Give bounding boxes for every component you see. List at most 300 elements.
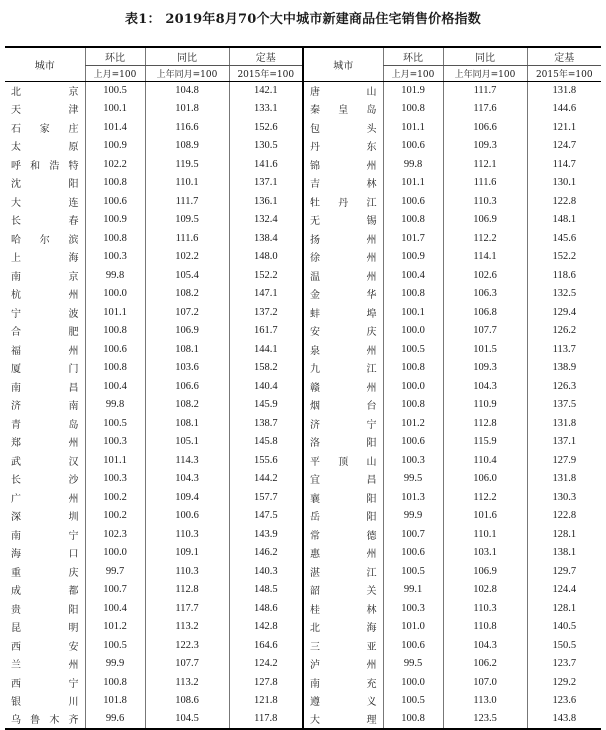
table-row <box>5 322 601 341</box>
city-name-left: 昆明 <box>11 623 79 635</box>
yoy-value-right: 110.8 <box>443 618 527 637</box>
city-name-left: 武汉 <box>11 456 79 468</box>
yoy-value-left: 110.3 <box>145 562 229 581</box>
mom-value-right: 99.1 <box>383 581 443 600</box>
mom-value-right: 99.5 <box>383 470 443 489</box>
yoy-value-right: 109.3 <box>443 137 527 156</box>
mom-value-left: 99.9 <box>85 655 145 674</box>
yoy-value-right: 107.0 <box>443 673 527 692</box>
fixed-value-right: 127.9 <box>527 451 601 470</box>
city-name-left: 成都 <box>11 586 79 598</box>
fixed-value-right: 124.7 <box>527 137 601 156</box>
yoy-base-right: 上年同月=100 <box>443 65 527 81</box>
table-row <box>5 488 601 507</box>
fixed-value-left: 117.8 <box>229 710 303 729</box>
table-row <box>5 581 601 600</box>
table-row <box>5 377 601 396</box>
yoy-value-left: 111.6 <box>145 229 229 248</box>
fixed-value-right: 128.1 <box>527 525 601 544</box>
mom-value-left: 100.6 <box>85 340 145 359</box>
yoy-value-left: 104.5 <box>145 710 229 729</box>
mom-value-right: 99.8 <box>383 155 443 174</box>
mom-value-left: 100.2 <box>85 507 145 526</box>
mom-value-left: 99.8 <box>85 266 145 285</box>
table-title: 表1： 2019年8月70个大中城市新建商品住宅销售价格指数 <box>125 12 481 27</box>
table-row <box>5 562 601 581</box>
fixed-value-right: 126.3 <box>527 377 601 396</box>
city-name-left: 西安 <box>11 641 79 653</box>
table-row <box>5 710 601 729</box>
city-name-right: 南充 <box>303 673 383 692</box>
city-name-left: 重庆 <box>11 567 79 579</box>
city-name-right: 平顶山 <box>303 451 383 470</box>
city-name-left: 哈尔滨 <box>11 234 79 246</box>
fixed-value-right: 138.9 <box>527 359 601 378</box>
city-name-left: 广州 <box>11 493 79 505</box>
mom-value-right: 101.7 <box>383 229 443 248</box>
yoy-value-right: 106.3 <box>443 285 527 304</box>
yoy-value-left: 112.8 <box>145 581 229 600</box>
yoy-value-left: 107.2 <box>145 303 229 322</box>
table-row <box>5 303 601 322</box>
yoy-value-left: 110.3 <box>145 525 229 544</box>
table-row <box>5 100 601 119</box>
mom-value-left: 100.5 <box>85 81 145 100</box>
city-name-right: 蚌埠 <box>303 303 383 322</box>
fixed-value-right: 129.7 <box>527 562 601 581</box>
city-name-left: 宁波 <box>11 308 79 320</box>
city-name-left: 北京 <box>11 87 79 98</box>
city-name-right: 九江 <box>303 359 383 378</box>
city-name-right: 吉林 <box>303 174 383 193</box>
price-index-table <box>5 46 601 730</box>
city-name-right: 惠州 <box>303 544 383 563</box>
fixed-value-right: 132.5 <box>527 285 601 304</box>
city-name-right: 三亚 <box>303 636 383 655</box>
yoy-value-left: 116.6 <box>145 118 229 137</box>
fixed-value-left: 141.6 <box>229 155 303 174</box>
yoy-value-right: 110.1 <box>443 525 527 544</box>
mom-value-right: 100.8 <box>383 100 443 119</box>
table-row <box>5 525 601 544</box>
mom-value-left: 102.2 <box>85 155 145 174</box>
yoy-value-right: 106.2 <box>443 655 527 674</box>
fixed-value-right: 114.7 <box>527 155 601 174</box>
yoy-value-left: 122.3 <box>145 636 229 655</box>
mom-value-left: 100.6 <box>85 192 145 211</box>
mom-value-right: 100.6 <box>383 192 443 211</box>
yoy-value-left: 106.6 <box>145 377 229 396</box>
mom-value-left: 99.7 <box>85 562 145 581</box>
fixed-base-left: 2015年=100 <box>229 65 303 81</box>
city-name-right: 丹东 <box>303 137 383 156</box>
city-name-right: 金华 <box>303 285 383 304</box>
city-name-right: 宜昌 <box>303 470 383 489</box>
mom-value-right: 100.6 <box>383 544 443 563</box>
city-name-right: 无锡 <box>303 211 383 230</box>
city-name-right: 北海 <box>303 618 383 637</box>
yoy-value-left: 111.7 <box>145 192 229 211</box>
yoy-value-right: 106.8 <box>443 303 527 322</box>
mom-value-right: 100.8 <box>383 710 443 729</box>
table-row <box>5 192 601 211</box>
mom-value-right: 101.1 <box>383 174 443 193</box>
fixed-value-right: 144.6 <box>527 100 601 119</box>
city-name-right: 韶关 <box>303 581 383 600</box>
yoy-value-right: 107.7 <box>443 322 527 341</box>
fixed-value-left: 144.2 <box>229 470 303 489</box>
fixed-value-left: 143.9 <box>229 525 303 544</box>
mom-value-right: 100.4 <box>383 266 443 285</box>
fixed-value-left: 138.4 <box>229 229 303 248</box>
fixed-value-right: 122.8 <box>527 507 601 526</box>
city-name-right: 秦皇岛 <box>303 100 383 119</box>
yoy-value-right: 117.6 <box>443 100 527 119</box>
city-name-left: 天津 <box>11 105 79 117</box>
table-row <box>5 673 601 692</box>
yoy-value-right: 110.4 <box>443 451 527 470</box>
mom-value-left: 100.4 <box>85 377 145 396</box>
city-name-left: 南宁 <box>11 530 79 542</box>
city-header-left: 城市 <box>5 47 85 81</box>
fixed-value-left: 146.2 <box>229 544 303 563</box>
table-row <box>5 211 601 230</box>
table-row <box>5 229 601 248</box>
yoy-value-left: 114.3 <box>145 451 229 470</box>
city-name-left: 兰州 <box>11 660 79 672</box>
yoy-value-left: 108.6 <box>145 692 229 711</box>
table-row <box>5 359 601 378</box>
fixed-value-left: 148.6 <box>229 599 303 618</box>
table-row <box>5 655 601 674</box>
table-row <box>5 507 601 526</box>
city-name-left: 大连 <box>11 197 79 209</box>
city-name-left: 银川 <box>11 697 79 709</box>
table-row <box>5 118 601 137</box>
table-row <box>5 618 601 637</box>
fixed-value-right: 128.1 <box>527 599 601 618</box>
mom-value-left: 100.7 <box>85 581 145 600</box>
fixed-value-right: 130.3 <box>527 488 601 507</box>
mom-value-right: 100.6 <box>383 433 443 452</box>
table-row <box>5 692 601 711</box>
mom-value-left: 101.2 <box>85 618 145 637</box>
mom-value-left: 100.3 <box>85 470 145 489</box>
mom-value-left: 100.9 <box>85 137 145 156</box>
fixed-value-right: 126.2 <box>527 322 601 341</box>
city-name-left: 济南 <box>11 401 79 413</box>
city-name-right: 常德 <box>303 525 383 544</box>
fixed-value-right: 131.8 <box>527 470 601 489</box>
city-name-right: 泉州 <box>303 340 383 359</box>
fixed-value-right: 152.2 <box>527 248 601 267</box>
city-name-right: 遵义 <box>303 692 383 711</box>
fixed-value-right: 143.8 <box>527 710 601 729</box>
mom-value-right: 101.0 <box>383 618 443 637</box>
mom-value-left: 100.0 <box>85 544 145 563</box>
fixed-value-left: 152.2 <box>229 266 303 285</box>
yoy-value-right: 123.5 <box>443 710 527 729</box>
mom-value-left: 100.0 <box>85 285 145 304</box>
yoy-value-right: 103.1 <box>443 544 527 563</box>
mom-value-right: 100.5 <box>383 692 443 711</box>
fixed-value-right: 129.4 <box>527 303 601 322</box>
fixed-value-left: 136.1 <box>229 192 303 211</box>
yoy-value-right: 104.3 <box>443 636 527 655</box>
fixed-value-left: 145.8 <box>229 433 303 452</box>
yoy-value-right: 106.9 <box>443 211 527 230</box>
city-header-right: 城市 <box>303 47 383 81</box>
city-name-right: 温州 <box>303 266 383 285</box>
city-name-left: 青岛 <box>11 419 79 431</box>
city-name-right: 襄阳 <box>303 488 383 507</box>
yoy-value-left: 101.8 <box>145 100 229 119</box>
mom-value-right: 100.7 <box>383 525 443 544</box>
yoy-value-left: 109.4 <box>145 488 229 507</box>
mom-value-right: 101.9 <box>383 81 443 100</box>
city-name-left: 长春 <box>11 216 79 228</box>
yoy-value-left: 102.2 <box>145 248 229 267</box>
fixed-value-right: 123.6 <box>527 692 601 711</box>
fixed-value-left: 142.8 <box>229 618 303 637</box>
city-name-left: 合肥 <box>11 327 79 339</box>
yoy-value-left: 108.2 <box>145 285 229 304</box>
yoy-value-right: 106.9 <box>443 562 527 581</box>
fixed-value-left: 140.4 <box>229 377 303 396</box>
city-name-right: 泸州 <box>303 655 383 674</box>
city-name-left: 福州 <box>11 345 79 357</box>
table-row <box>5 470 601 489</box>
mom-value-left: 100.5 <box>85 636 145 655</box>
fixed-value-left: 130.5 <box>229 137 303 156</box>
city-name-left: 西宁 <box>11 678 79 690</box>
mom-value-right: 100.0 <box>383 377 443 396</box>
city-name-left: 太原 <box>11 142 79 154</box>
fixed-value-left: 161.7 <box>229 322 303 341</box>
table-row <box>5 414 601 433</box>
mom-value-right: 101.2 <box>383 414 443 433</box>
yoy-value-right: 112.2 <box>443 488 527 507</box>
mom-value-right: 100.8 <box>383 396 443 415</box>
yoy-base-left: 上年同月=100 <box>145 65 229 81</box>
fixed-value-right: 113.7 <box>527 340 601 359</box>
yoy-value-right: 110.9 <box>443 396 527 415</box>
city-name-left: 乌鲁木齐 <box>5 710 85 729</box>
fixed-value-left: 133.1 <box>229 100 303 119</box>
fixed-value-right: 137.1 <box>527 433 601 452</box>
fixed-value-right: 148.1 <box>527 211 601 230</box>
yoy-value-right: 113.0 <box>443 692 527 711</box>
yoy-value-left: 108.1 <box>145 414 229 433</box>
fixed-value-right: 137.5 <box>527 396 601 415</box>
fixed-value-left: 148.0 <box>229 248 303 267</box>
mom-base-right: 上月=100 <box>383 65 443 81</box>
mom-value-right: 100.6 <box>383 137 443 156</box>
city-name-right: 桂林 <box>303 599 383 618</box>
mom-value-left: 100.8 <box>85 322 145 341</box>
mom-value-left: 101.1 <box>85 303 145 322</box>
mom-value-left: 101.4 <box>85 118 145 137</box>
fixed-value-right: 123.7 <box>527 655 601 674</box>
yoy-value-right: 101.6 <box>443 507 527 526</box>
mom-value-right: 100.5 <box>383 562 443 581</box>
mom-header-left: 环比 <box>85 47 145 65</box>
yoy-value-left: 104.8 <box>145 81 229 100</box>
yoy-value-left: 119.5 <box>145 155 229 174</box>
fixed-value-left: 158.2 <box>229 359 303 378</box>
city-name-left: 南昌 <box>11 382 79 394</box>
fixed-value-right: 140.5 <box>527 618 601 637</box>
city-name-right: 扬州 <box>303 229 383 248</box>
city-name-right: 唐山 <box>303 81 383 100</box>
city-name-right: 烟台 <box>303 396 383 415</box>
city-name-right: 牡丹江 <box>303 192 383 211</box>
yoy-value-right: 115.9 <box>443 433 527 452</box>
table-row <box>5 544 601 563</box>
yoy-value-right: 106.6 <box>443 118 527 137</box>
city-name-right: 洛阳 <box>303 433 383 452</box>
mom-value-left: 100.3 <box>85 248 145 267</box>
city-name-right: 包头 <box>303 118 383 137</box>
city-name-right: 安庆 <box>303 322 383 341</box>
fixed-value-left: 140.3 <box>229 562 303 581</box>
table-row <box>5 636 601 655</box>
city-name-left: 石家庄 <box>11 123 79 135</box>
table-row <box>5 266 601 285</box>
mom-value-left: 100.8 <box>85 174 145 193</box>
mom-value-right: 100.1 <box>383 303 443 322</box>
fixed-value-right: 122.8 <box>527 192 601 211</box>
yoy-value-left: 105.4 <box>145 266 229 285</box>
fixed-value-right: 138.1 <box>527 544 601 563</box>
fixed-value-right: 118.6 <box>527 266 601 285</box>
mom-value-left: 100.2 <box>85 488 145 507</box>
fixed-value-left: 148.5 <box>229 581 303 600</box>
city-name-left: 长沙 <box>11 475 79 487</box>
city-name-left: 南京 <box>11 271 79 283</box>
fixed-value-right: 131.8 <box>527 81 601 100</box>
fixed-value-left: 155.6 <box>229 451 303 470</box>
mom-value-left: 100.4 <box>85 599 145 618</box>
yoy-value-left: 108.1 <box>145 340 229 359</box>
mom-value-right: 101.1 <box>383 118 443 137</box>
yoy-value-left: 113.2 <box>145 673 229 692</box>
yoy-value-right: 101.5 <box>443 340 527 359</box>
fixed-value-right: 124.4 <box>527 581 601 600</box>
yoy-value-right: 111.7 <box>443 81 527 100</box>
fixed-value-right: 131.8 <box>527 414 601 433</box>
mom-value-right: 100.0 <box>383 322 443 341</box>
yoy-value-left: 117.7 <box>145 599 229 618</box>
fixed-base-right: 2015年=100 <box>527 65 601 81</box>
mom-value-right: 100.9 <box>383 248 443 267</box>
fixed-value-right: 130.1 <box>527 174 601 193</box>
fixed-value-left: 142.1 <box>229 81 303 100</box>
fixed-value-left: 164.6 <box>229 636 303 655</box>
yoy-value-left: 108.2 <box>145 396 229 415</box>
mom-value-left: 101.1 <box>85 451 145 470</box>
mom-value-left: 99.6 <box>85 710 145 729</box>
yoy-value-right: 112.8 <box>443 414 527 433</box>
mom-value-right: 100.8 <box>383 211 443 230</box>
city-name-left: 海口 <box>11 549 79 561</box>
fixed-value-left: 137.1 <box>229 174 303 193</box>
city-name-left: 沈阳 <box>11 179 79 191</box>
table-body <box>5 81 601 729</box>
fixed-value-left: 121.8 <box>229 692 303 711</box>
mom-value-left: 100.1 <box>85 100 145 119</box>
fixed-value-left: 138.7 <box>229 414 303 433</box>
yoy-value-right: 110.3 <box>443 192 527 211</box>
mom-value-right: 99.9 <box>383 507 443 526</box>
mom-value-left: 101.8 <box>85 692 145 711</box>
mom-value-right: 100.6 <box>383 636 443 655</box>
yoy-value-left: 108.9 <box>145 137 229 156</box>
fixed-value-left: 137.2 <box>229 303 303 322</box>
yoy-header-left: 同比 <box>145 47 229 65</box>
fixed-value-right: 145.6 <box>527 229 601 248</box>
city-name-left: 上海 <box>11 253 79 265</box>
city-name-right: 徐州 <box>303 248 383 267</box>
yoy-value-right: 102.8 <box>443 581 527 600</box>
table-row <box>5 137 601 156</box>
mom-value-right: 99.5 <box>383 655 443 674</box>
yoy-value-right: 111.6 <box>443 174 527 193</box>
yoy-value-left: 105.1 <box>145 433 229 452</box>
city-name-right: 锦州 <box>303 155 383 174</box>
table-row <box>5 599 601 618</box>
table-row <box>5 174 601 193</box>
fixed-value-right: 150.5 <box>527 636 601 655</box>
city-name-left: 呼和浩特 <box>11 160 79 172</box>
yoy-value-left: 109.1 <box>145 544 229 563</box>
mom-value-left: 99.8 <box>85 396 145 415</box>
yoy-value-left: 104.3 <box>145 470 229 489</box>
fixed-header-right: 定基 <box>527 47 601 65</box>
fixed-value-left: 147.5 <box>229 507 303 526</box>
yoy-value-right: 102.6 <box>443 266 527 285</box>
fixed-value-right: 121.1 <box>527 118 601 137</box>
fixed-value-left: 132.4 <box>229 211 303 230</box>
city-name-right: 济宁 <box>303 414 383 433</box>
city-name-left: 杭州 <box>11 290 79 302</box>
city-name-left: 深圳 <box>11 512 79 524</box>
table-row <box>5 248 601 267</box>
table-row <box>5 81 601 100</box>
yoy-value-right: 109.3 <box>443 359 527 378</box>
city-name-right: 大理 <box>303 710 383 729</box>
mom-value-left: 100.8 <box>85 359 145 378</box>
mom-header-right: 环比 <box>383 47 443 65</box>
table-row <box>5 285 601 304</box>
fixed-value-right: 129.2 <box>527 673 601 692</box>
city-name-left: 郑州 <box>11 438 79 450</box>
yoy-value-left: 113.2 <box>145 618 229 637</box>
yoy-value-left: 109.5 <box>145 211 229 230</box>
fixed-value-left: 147.1 <box>229 285 303 304</box>
fixed-header-left: 定基 <box>229 47 303 65</box>
yoy-value-left: 100.6 <box>145 507 229 526</box>
city-name-left: 贵阳 <box>11 604 79 616</box>
fixed-value-left: 145.9 <box>229 396 303 415</box>
mom-value-left: 100.3 <box>85 433 145 452</box>
city-name-left: 厦门 <box>11 364 79 376</box>
mom-value-right: 100.8 <box>383 359 443 378</box>
header-row-1 <box>5 47 601 65</box>
mom-value-right: 100.5 <box>383 340 443 359</box>
table-row <box>5 155 601 174</box>
table-row <box>5 396 601 415</box>
